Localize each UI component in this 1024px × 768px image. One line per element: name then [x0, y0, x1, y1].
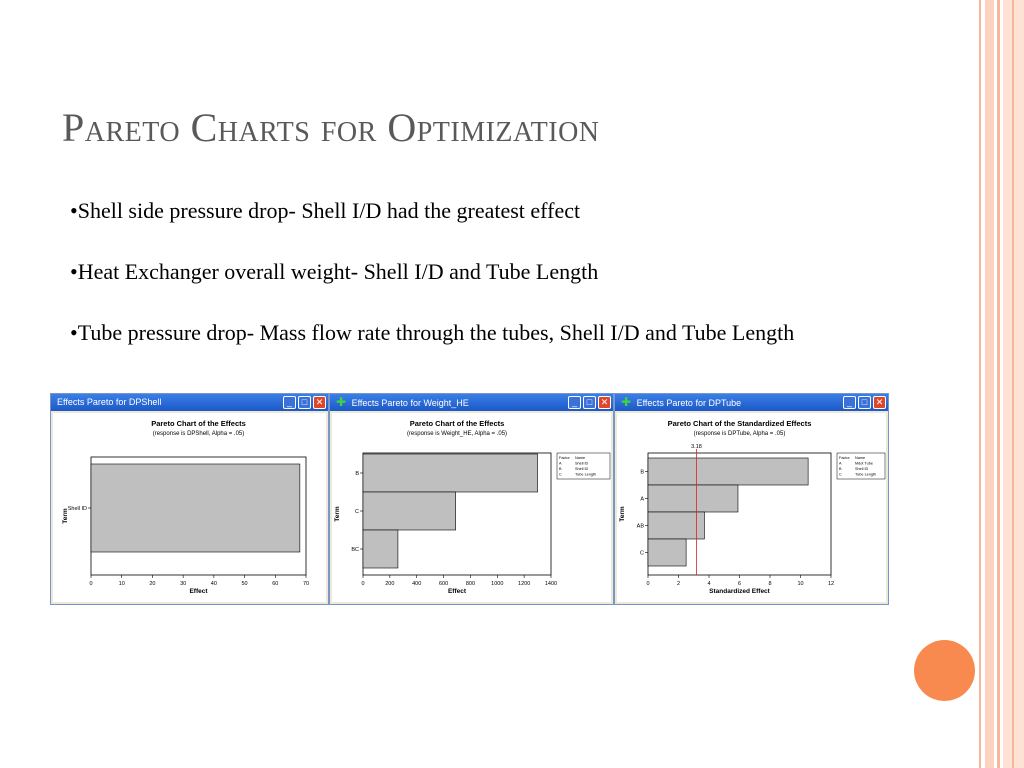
close-button[interactable]: ✕: [873, 396, 886, 409]
window-titlebar[interactable]: [51, 394, 328, 411]
x-axis-label: Effect: [189, 588, 208, 595]
window-title: Effects Pareto for DPTube: [636, 398, 742, 408]
legend-factor: A: [559, 461, 562, 466]
window-title: Effects Pareto for DPShell: [57, 397, 162, 407]
pareto-chart-dpshell: [53, 413, 328, 604]
close-button[interactable]: ✕: [598, 396, 611, 409]
y-tick-label: A: [640, 496, 644, 503]
y-axis-label: Term: [334, 506, 341, 522]
x-tick-label: 0: [646, 581, 650, 587]
bar: [648, 485, 738, 512]
x-tick-label: 12: [827, 581, 835, 587]
x-tick-label: 400: [412, 581, 422, 587]
legend-factor: C: [559, 472, 562, 477]
legend-name: Tube Length: [575, 472, 597, 477]
plus-icon: ✚: [621, 395, 632, 409]
y-tick-label: B: [355, 471, 359, 477]
stripe-1: [979, 0, 981, 768]
legend-name: Name: [575, 456, 586, 460]
legend-factor: C: [839, 472, 842, 477]
x-tick-label: 60: [272, 581, 279, 587]
y-axis-label: Term: [62, 508, 69, 524]
chart-subtitle: (response is DPTube, Alpha = .05): [693, 431, 786, 437]
x-tick-label: 40: [210, 581, 217, 587]
x-tick-label: 800: [465, 581, 476, 587]
pareto-chart-weight-he: [332, 413, 613, 604]
bar: [363, 454, 538, 492]
legend-factor: Factor: [559, 456, 570, 460]
stripe-5: [1012, 0, 1014, 768]
bullet-item: •Tube pressure drop- Mass flow rate through the tubes, Shell I/D and Tube Length: [70, 320, 795, 345]
chart-subtitle: (response is Weight_HE, Alpha = .05): [406, 431, 508, 437]
y-tick-label: AB: [636, 523, 644, 530]
legend-name: Shell ID: [575, 461, 589, 466]
x-axis-label: Effect: [447, 588, 467, 595]
legend-name: Shell ID: [855, 467, 869, 471]
x-tick-label: 2: [676, 581, 681, 587]
legend-name: Mdot Tube: [855, 461, 873, 466]
bullet-list: [70, 196, 810, 379]
maximize-button[interactable]: □: [583, 396, 596, 409]
window-weight-he: [329, 393, 614, 605]
bullet-item: •Heat Exchanger overall weight- Shell I/D and Tube Length: [70, 259, 599, 284]
chart-area: [53, 413, 326, 602]
minimize-button[interactable]: _: [843, 396, 856, 409]
x-tick-label: 8: [768, 581, 772, 587]
bar: [648, 512, 704, 539]
x-tick-label: 6: [737, 581, 742, 587]
reference-line-label: 3.18: [691, 444, 702, 450]
x-tick-label: 20: [149, 581, 156, 587]
x-tick-label: 30: [180, 581, 187, 587]
bar: [91, 464, 300, 552]
close-button[interactable]: ✕: [313, 396, 326, 409]
window-titlebar[interactable]: [330, 394, 613, 411]
decorative-circle: [914, 640, 975, 701]
minimize-button[interactable]: _: [283, 396, 296, 409]
stripe-3: [997, 0, 1000, 768]
window-dpshell: [50, 393, 329, 605]
y-tick-label: C: [355, 509, 359, 515]
y-tick-label: C: [640, 550, 644, 557]
x-tick-label: 1000: [491, 581, 504, 587]
bar: [648, 458, 808, 485]
chart-title: Pareto Chart of the Standardized Effects: [667, 419, 812, 428]
legend-name: Tube Length: [855, 472, 877, 477]
x-tick-label: 4: [707, 581, 711, 587]
legend-factor: Factor: [839, 456, 850, 460]
legend-name: Shell ID: [575, 467, 589, 471]
chart-title: Pareto Chart of the Effects: [409, 419, 505, 428]
maximize-button[interactable]: □: [858, 396, 871, 409]
x-axis-label: Standardized Effect: [709, 588, 770, 595]
legend-factor: A: [839, 461, 842, 466]
window-title: Effects Pareto for Weight_HE: [351, 398, 469, 408]
x-tick-label: 1200: [518, 581, 531, 587]
maximize-button[interactable]: □: [298, 396, 311, 409]
legend-factor: B: [559, 467, 562, 471]
legend-factor: B: [839, 467, 842, 471]
bar: [648, 539, 686, 566]
y-tick-label: BC: [351, 547, 359, 553]
x-tick-label: 0: [361, 581, 365, 587]
x-tick-label: 50: [241, 581, 248, 587]
chart-area: [617, 413, 886, 602]
x-tick-label: 1400: [544, 581, 558, 587]
y-tick-label: Shell ID: [67, 506, 87, 512]
pareto-chart-dptube: [617, 413, 888, 604]
x-tick-label: 70: [302, 581, 310, 587]
bar: [363, 492, 456, 530]
legend-name: Name: [855, 456, 866, 460]
plus-icon: ✚: [336, 395, 347, 409]
chart-title: Pareto Chart of the Effects: [151, 419, 246, 428]
x-tick-label: 600: [438, 581, 449, 587]
x-tick-label: 0: [89, 581, 93, 587]
bullet-item: •Shell side pressure drop- Shell I/D had the greatest effect: [70, 198, 581, 223]
x-tick-label: 10: [797, 581, 804, 587]
y-tick-label: B: [640, 469, 644, 476]
window-dptube: [614, 393, 889, 605]
chart-area: [332, 413, 611, 602]
window-titlebar[interactable]: [615, 394, 888, 411]
x-tick-label: 10: [118, 581, 125, 587]
chart-subtitle: (response is DPShell, Alpha = .05): [152, 431, 245, 437]
stripe-2: [985, 0, 994, 768]
minimize-button[interactable]: _: [568, 396, 581, 409]
x-tick-label: 200: [385, 581, 395, 587]
slide-title: Pareto Charts for Optimization: [62, 105, 600, 150]
bar: [363, 530, 398, 568]
y-axis-label: Term: [619, 506, 626, 522]
